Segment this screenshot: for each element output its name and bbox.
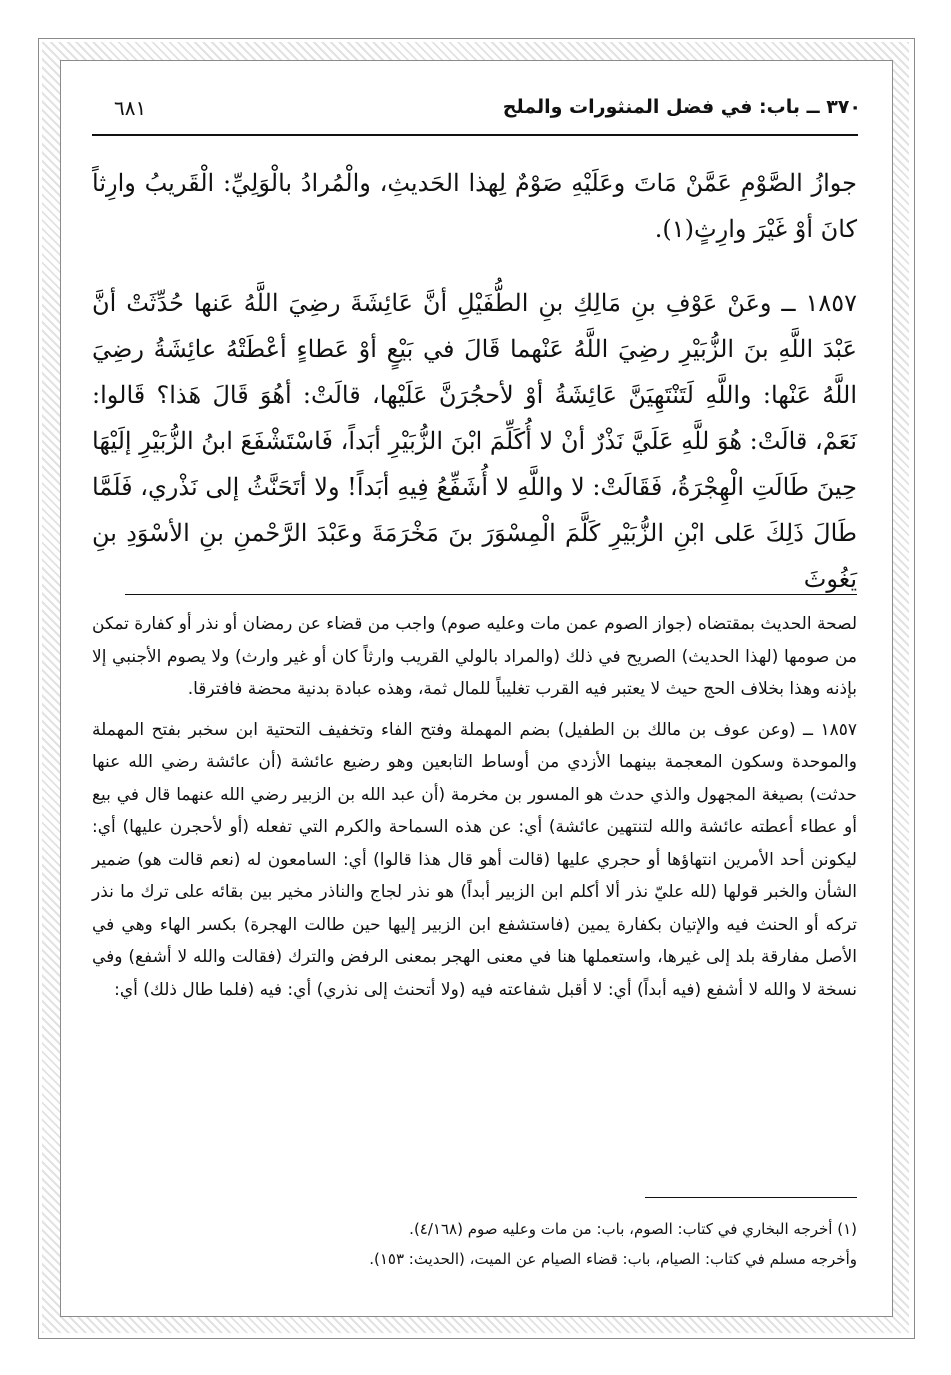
page-header: [90, 90, 861, 132]
commentary-paragraph-1: لصحة الحديث بمقتضاه (جواز الصوم عمن مات وعليه صوم) واجب من قضاء عن رمضان أو نذر أو كفارة تمكن من صومها (لهذا الحديث) الصريح في ذلك (والمراد بالولي القريب وارثاً كان أو غير وارث) ولا يصوم الأجنبي إلا بإذنه وهذا بخلاف الحج حيث لا يعتبر فيه القرب تغليباً للمال ثمة، وهذه عبادة بدنية محضة فافترقا.: [92, 614, 857, 699]
footnotes: [92, 1214, 857, 1274]
header-divider: [92, 134, 858, 136]
footnote-divider: [645, 1197, 857, 1198]
commentary-paragraph-2: ١٨٥٧ ــ (وعن عوف بن مالك بن الطفيل) بضم المهملة وفتح الفاء وتخفيف التحتية ابن سخبر بفتح المهملة والموحدة وسكون المعجمة بينهما الأزدي من أوساط التابعين وهو رضيع عائشة (أن عائشة رضي الله عنها حدثت) بصيغة المجهول والذي حدث هو المسور بن مخرمة (أن عبد الله بن الزبير رضي الله عنهما قال في بيع أو عطاء أعطته عائشة والله لتنتهين عائشة) أي: عن هذه السماحة والكرم التي تفعله (أو لأحجرن عليها) أي: ليكونن أحد الأمرين انتهاؤها أو حجري عليها (قالت أهو قال هذا قالوا) أي: السامعون له (نعم قالت هو) ضمير الشأن والخبر قولها (لله عليّ نذر ألا أكلم ابن الزبير أبداً) هو نذر لجاج والناذر مخير بين بقائه على ترك ما نذر تركه أو الحنث فيه والإتيان بكفارة يمين (فاستشفع ابن الزبير إليها حين طالت الهجرة) بكسر الهاء وهي في الأصل مفارقة بلد إلى غيرها، واستعملها هنا في معنى الهجر بمعنى الرفض والترك (فقالت والله لا أشفع) وفي نسخة لا والله لا أشفع (فيه أبداً) أي: لا أقبل شفاعته فيه (ولا أتحنث إلى نذري) أي: فيه (فلما طال ذلك) أي:: [92, 719, 857, 1000]
main-text: [92, 160, 857, 602]
hadith-1857-text: ١٨٥٧ ــ وعَنْ عَوْفِ بنِ مَالِكِ بنِ الطُّفَيْلِ أنَّ عَائِشَةَ رضِيَ اللَّهُ عَنها حُدِّثَتْ أنَّ عَبْدَ اللَّهِ بنَ الزُّبَيْرِ رضِيَ اللَّهُ عَنْهما قَالَ في بَيْعٍ أوْ عَطاءٍ أعْطَتْهُ عائِشَةُ رضِيَ اللَّهُ عَنْها: واللَّهِ لَتَنْتَهِيَنَّ عَائِشَةُ أوْ لأحجُرَنَّ عَلَيْها، قالَتْ: أهُوَ قَالَ هَذا؟ قَالوا: نَعَمْ، قالَتْ: هُوَ للَّهِ عَلَيَّ نَذْرٌ أنْ لا أُكَلِّمَ ابْنَ الزُّبَيْرِ أبَداً، فَاسْتَشْفَعَ ابنُ الزُّبَيْرِ إلَيْهَا حِينَ طَالَتِ الْهِجْرَةُ، فَقَالَتْ: لا واللَّهِ لا أُشَفِّعُ فِيهِ أبَداً! ولا أتَحَنَّثُ إلى نَذْري، فَلَمَّا طَالَ ذَلِكَ عَلى ابْنِ الزُّبَيْرِ كَلَّمَ الْمِسْوَرَ بنَ مَخْرَمَةَ وعَبْدَ الرَّحْمنِ بنِ الأسْوَدِ بنِ يَغُوثَ: [92, 289, 857, 593]
page-number: ٦٨١: [114, 96, 147, 120]
footnote-1-line-1: (١) أخرجه البخاري في كتاب: الصوم، باب: من مات وعليه صوم (٤/١٦٨).: [409, 1220, 857, 1238]
running-title: ٣٧٠ ــ باب: في فضل المنثورات والملح: [502, 96, 861, 118]
footnote-1-line-2: وأخرجه مسلم في كتاب: الصيام، باب: قضاء الصيام عن الميت، (الحديث: ١٥٣).: [369, 1250, 857, 1268]
main-continuation-paragraph: جوازُ الصَّوْمِ عَمَّنْ مَاتَ وعَلَيْهِ صَوْمٌ لِهذا الحَديثِ، والْمُرادُ بالْوَلِيِّ: الْقَريبُ وارِثاً كانَ أوْ غَيْرَ وارِثٍ(١).: [92, 169, 857, 243]
commentary-text: [92, 608, 857, 1006]
commentary-divider: [125, 594, 857, 595]
